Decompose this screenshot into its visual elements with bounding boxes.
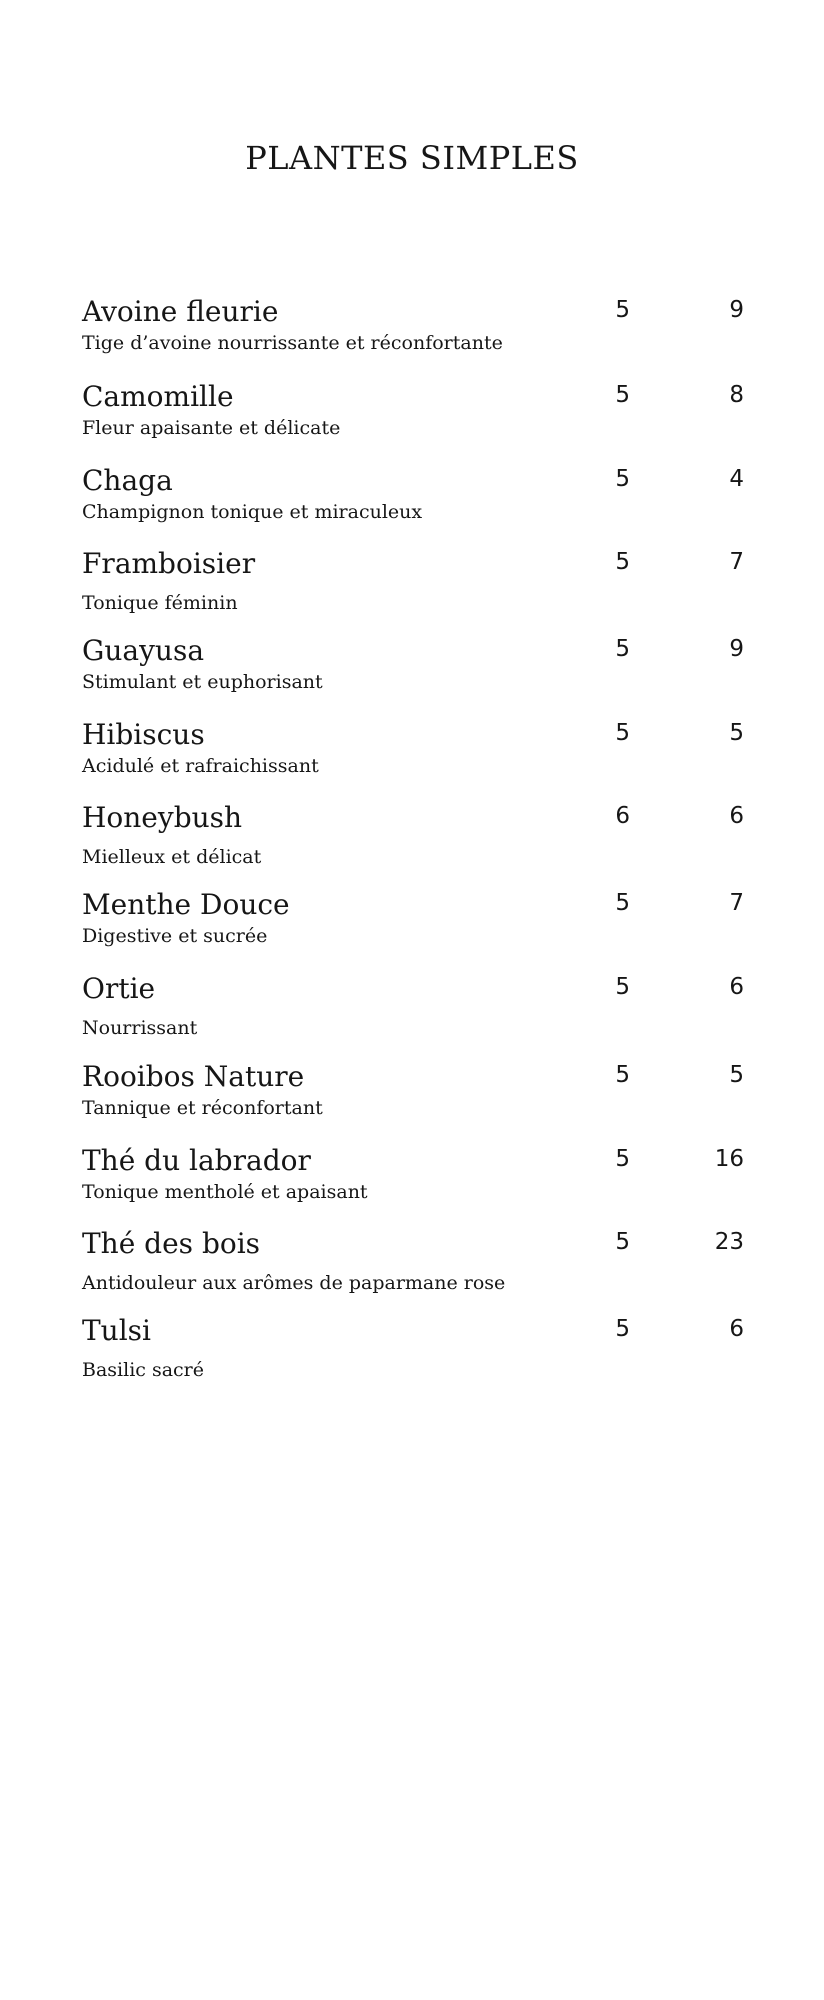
item-description: Mielleux et délicat (82, 846, 262, 868)
item-name: Guayusa (82, 634, 205, 667)
item-name: Hibiscus (82, 718, 205, 751)
item-description: Nourrissant (82, 1017, 198, 1039)
menu-item (0, 1314, 824, 1387)
item-description: Antidouleur aux arômes de paparmane rose (82, 1272, 506, 1294)
menu-item (0, 1227, 824, 1300)
menu-item (0, 972, 824, 1045)
page-title: PLANTES SIMPLES (245, 139, 579, 177)
menu-item (0, 1144, 824, 1217)
price-large: 6 (729, 974, 744, 1000)
item-description: Fleur apaisante et délicate (82, 417, 341, 439)
menu-item (0, 464, 824, 537)
price-small: 5 (615, 382, 630, 408)
item-name: Tulsi (82, 1314, 151, 1347)
price-small: 5 (615, 720, 630, 746)
price-large: 4 (729, 466, 744, 492)
item-description: Tannique et réconfortant (82, 1097, 323, 1119)
price-large: 5 (729, 1062, 744, 1088)
price-small: 5 (615, 1316, 630, 1342)
item-name: Thé du labrador (82, 1144, 311, 1177)
item-description: Acidulé et rafraichissant (82, 755, 319, 777)
item-name: Thé des bois (82, 1227, 261, 1260)
item-description: Champignon tonique et miraculeux (82, 501, 423, 523)
menu-item (0, 547, 824, 620)
price-small: 5 (615, 1229, 630, 1255)
price-large: 23 (714, 1229, 744, 1255)
price-large: 6 (729, 1316, 744, 1342)
item-name: Menthe Douce (82, 888, 290, 921)
menu-item (0, 888, 824, 961)
menu-item (0, 380, 824, 453)
item-description: Digestive et sucrée (82, 925, 268, 947)
item-description: Stimulant et euphorisant (82, 671, 323, 693)
price-large: 7 (729, 890, 744, 916)
price-large: 7 (729, 549, 744, 575)
item-description: Tonique féminin (82, 592, 238, 614)
price-small: 5 (615, 974, 630, 1000)
price-large: 16 (714, 1146, 744, 1172)
price-small: 5 (615, 1062, 630, 1088)
menu-item (0, 295, 824, 368)
price-small: 5 (615, 466, 630, 492)
item-description: Tonique mentholé et apaisant (82, 1181, 368, 1203)
menu-item (0, 801, 824, 874)
item-name: Framboisier (82, 547, 256, 580)
item-name: Camomille (82, 380, 234, 413)
menu-item (0, 718, 824, 791)
price-small: 6 (615, 803, 630, 829)
item-name: Ortie (82, 972, 156, 1005)
menu-item (0, 1060, 824, 1133)
item-name: Honeybush (82, 801, 243, 834)
item-name: Chaga (82, 464, 173, 497)
price-small: 5 (615, 297, 630, 323)
price-large: 8 (729, 382, 744, 408)
price-small: 5 (615, 1146, 630, 1172)
price-large: 9 (729, 636, 744, 662)
price-large: 5 (729, 720, 744, 746)
item-name: Avoine fleurie (82, 295, 279, 328)
menu-item (0, 634, 824, 707)
item-name: Rooibos Nature (82, 1060, 305, 1093)
price-small: 5 (615, 636, 630, 662)
item-description: Basilic sacré (82, 1359, 204, 1381)
price-large: 9 (729, 297, 744, 323)
price-small: 5 (615, 890, 630, 916)
item-description: Tige d’avoine nourrissante et réconfortante (82, 332, 503, 354)
price-large: 6 (729, 803, 744, 829)
price-small: 5 (615, 549, 630, 575)
